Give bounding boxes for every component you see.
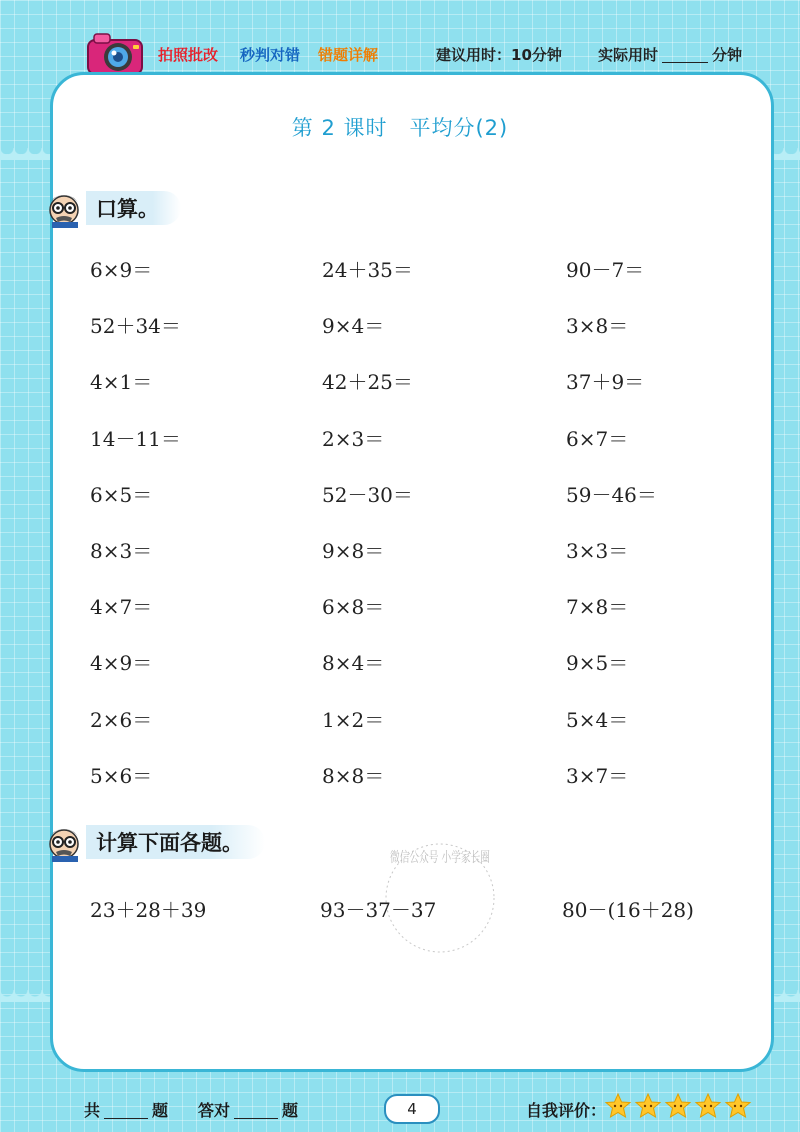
oral-item: 2×6＝	[90, 707, 153, 732]
oral-item: 8×4＝	[322, 651, 385, 676]
professor-mascot-icon	[44, 188, 88, 228]
correct-count	[198, 1098, 298, 1121]
calc-item-3: 80－(16＋28)	[562, 898, 694, 922]
suggested-time: 建议用时：10分钟	[436, 46, 562, 64]
section-oral-calc	[44, 188, 181, 228]
oral-item: 14－11＝	[90, 426, 181, 451]
oral-item: 6×7＝	[566, 426, 629, 451]
actual-time-unit: 分钟	[712, 46, 743, 64]
slogan-photo-grading: 拍照批改	[158, 46, 219, 64]
self-eval-label: 自我评价：	[526, 1101, 607, 1120]
star-icon[interactable]	[724, 1092, 752, 1120]
star-icon[interactable]	[634, 1092, 662, 1120]
professor-mascot-icon	[44, 822, 88, 862]
oral-item: 5×6＝	[90, 763, 153, 788]
watermark-stamp	[380, 838, 535, 958]
watermark-text: 微信公众号 小学家长圈	[390, 850, 535, 866]
slogan-error-explain: 错题详解	[318, 46, 379, 64]
correct-suffix: 题	[282, 1101, 299, 1120]
section-title-calc: 计算下面各题。	[86, 825, 265, 859]
total-suffix: 题	[152, 1101, 169, 1120]
oral-item: 9×8＝	[322, 539, 385, 563]
oral-item: 2×3＝	[322, 426, 385, 451]
oral-item: 4×7＝	[90, 595, 153, 620]
oral-item: 3×7＝	[566, 763, 629, 788]
calc-item-2: 93－37－37	[320, 898, 437, 922]
star-icon[interactable]	[664, 1092, 692, 1120]
oral-item: 5×4＝	[566, 707, 629, 732]
actual-time	[598, 44, 742, 65]
lesson-title: 第 2 课时 平均分(2)	[291, 116, 509, 140]
oral-item: 42＋25＝	[322, 370, 413, 395]
oral-item: 90－7＝	[566, 258, 645, 282]
page-header	[0, 30, 800, 74]
oral-item: 4×1＝	[90, 370, 153, 395]
oral-item: 52＋34＝	[90, 314, 181, 339]
oral-item: 59－46＝	[566, 482, 657, 507]
oral-item: 3×8＝	[566, 314, 629, 339]
total-count	[84, 1098, 168, 1121]
oral-item: 1×2＝	[322, 707, 385, 732]
oral-item: 6×8＝	[322, 595, 385, 620]
actual-time-label: 实际用时	[598, 46, 659, 64]
slogan-instant-check: 秒判对错	[240, 46, 301, 64]
oral-item: 3×3＝	[566, 539, 629, 563]
oral-item: 9×4＝	[322, 314, 385, 339]
oral-item: 7×8＝	[566, 595, 629, 620]
oral-item: 8×3＝	[90, 539, 153, 563]
total-blank	[104, 1118, 148, 1119]
oral-item: 9×5＝	[566, 651, 629, 676]
actual-time-blank	[662, 62, 708, 63]
oral-item: 52－30＝	[322, 482, 413, 507]
self-eval-stars	[604, 1092, 752, 1120]
oral-item: 6×5＝	[90, 482, 153, 507]
section-title-oral: 口算。	[86, 191, 181, 225]
oral-item: 24＋35＝	[322, 258, 413, 282]
star-icon[interactable]	[604, 1092, 632, 1120]
total-prefix: 共	[84, 1101, 101, 1120]
calc-item-1: 23＋28＋39	[90, 898, 207, 922]
camera-icon	[86, 32, 146, 76]
oral-item: 8×8＝	[322, 763, 385, 788]
oral-item: 6×9＝	[90, 258, 153, 282]
oral-item: 4×9＝	[90, 651, 153, 676]
star-icon[interactable]	[694, 1092, 722, 1120]
page-number: 4	[384, 1094, 440, 1124]
correct-prefix: 答对	[198, 1101, 231, 1120]
correct-blank	[234, 1118, 278, 1119]
section-calc	[44, 822, 265, 862]
oral-item: 37＋9＝	[566, 370, 645, 395]
